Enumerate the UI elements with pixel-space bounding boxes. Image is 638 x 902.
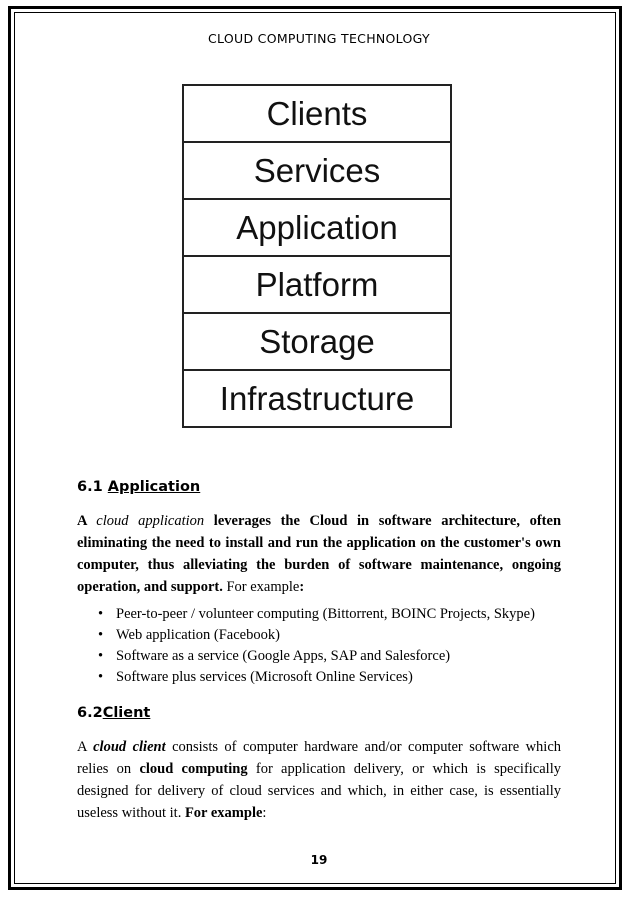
page-number: 19 [310,853,328,867]
para-text: consists of computer hardware and/or computer software which relies on [77,739,562,777]
para-bold: For example [184,805,263,821]
para-bold-italic: cloud client [93,739,166,755]
layer-application: Application [184,200,450,257]
application-examples-list [98,604,535,688]
section-title-link[interactable]: Application [107,479,201,495]
bullet-icon: • [98,669,104,685]
layer-clients: Clients [184,86,450,143]
cloud-layer-diagram [182,84,452,428]
para-text: : [299,579,305,595]
layer-storage: Storage [184,314,450,371]
list-item: • Software as a service (Google Apps, SAP and Salesforce) [98,646,535,667]
layer-services: Services [184,143,450,200]
client-paragraph [77,736,561,824]
para-bold: cloud computing [139,761,248,777]
section-number: 6.1 [77,479,108,495]
para-text: A [77,739,94,755]
para-text: A [77,513,97,529]
application-paragraph [77,510,561,598]
para-bold: leverages the Cloud in software architecture, often eliminating the need to install and run the application on the customer's own computer, thus alleviating the burden of software maintenance, ongoing operation, and support. [77,513,562,595]
bullet-icon: • [98,627,104,643]
list-item: • Software plus services (Microsoft Online Services) [98,667,535,688]
page-header: CLOUD COMPUTING TECHNOLOGY [208,31,430,46]
para-italic: cloud application [96,513,205,529]
layer-infrastructure: Infrastructure [184,371,450,428]
para-text: : [262,805,267,821]
section-title-link[interactable]: Client [102,705,151,721]
section-heading-client [77,705,150,721]
list-item: • Peer-to-peer / volunteer computing (Bittorrent, BOINC Projects, Skype) [98,604,535,625]
bullet-icon: • [98,606,104,622]
section-heading-application [77,479,200,495]
para-text: for application delivery, or which is specifically designed for delivery of cloud services and which, in either case, is essentially useless without it. [77,761,561,821]
para-text: For example [222,579,300,595]
list-item: • Web application (Facebook) [98,625,535,646]
section-number: 6.2 [77,705,103,721]
layer-platform: Platform [184,257,450,314]
bullet-icon: • [98,648,104,664]
